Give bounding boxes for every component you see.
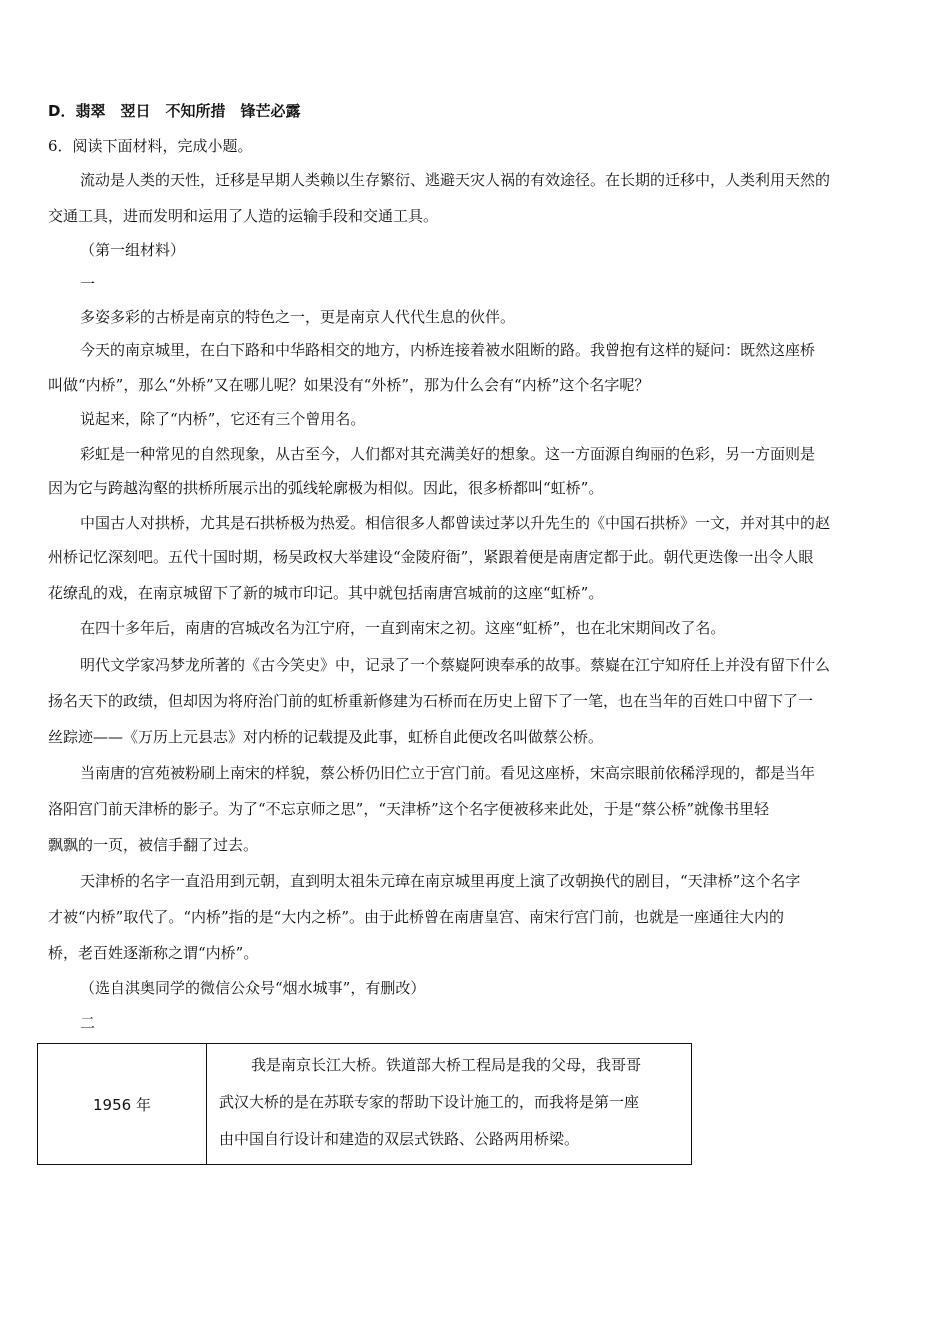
article-line-9: 花缭乱的戏，在南京城留下了新的城市印记。其中就包括南唐宫城前的这座“虹桥”。 xyxy=(48,584,604,602)
article-line-6: 因为它与跨越沟壑的拱桥所展示出的弧线轮廓极为相似。因此，很多桥都叫“虹桥”。 xyxy=(48,479,604,497)
article-line-19: 桥，老百姓逐渐称之谓“内桥”。 xyxy=(48,944,259,962)
article-line-5: 彩虹是一种常见的自然现象，从古至今，人们都对其充满美好的想象。这一方面源自绚丽的色彩，另一方面则是 xyxy=(80,445,816,463)
intro-line-1: 流动是人类的天性，迁移是早期人类赖以生存繁衍、逃避天灾人祸的有效途径。在长期的迁移中，人类利用天然的 xyxy=(80,171,831,189)
article-line-12: 扬名天下的政绩，但却因为将府治门前的虹桥重新修建为石桥而在历史上留下了一笔，也在当年的百姓口中留下了一 xyxy=(48,692,814,710)
article-line-13: 丝踪迹——《万历上元县志》对内桥的记载提及此事，虹桥自此便改名叫做蔡公桥。 xyxy=(48,728,604,746)
bridge-timeline-table xyxy=(37,1043,692,1165)
table-year: 1956 年 xyxy=(93,1095,151,1114)
section-one-marker: 一 xyxy=(80,275,96,293)
article-line-8: 州桥记忆深刻吧。五代十国时期，杨吴政权大举建设“金陵府衙”，紧跟着便是南唐定都于此。朝代更迭像一出令人眼 xyxy=(48,548,814,566)
question-number: 6． xyxy=(48,137,73,155)
article-line-17: 天津桥的名字一直沿用到元朝，直到明太祖朱元璋在南京城里再度上演了改朝换代的剧目，“天津桥”这个名字 xyxy=(80,872,801,890)
source-note: （选自淇奥同学的微信公众号“烟水城事”，有删改） xyxy=(80,979,426,997)
question-prompt: 阅读下面材料，完成小题。 xyxy=(72,137,253,155)
section-two-marker: 二 xyxy=(80,1014,96,1032)
option-d xyxy=(48,101,908,121)
table-year-cell xyxy=(38,1044,207,1164)
article-line-7: 中国古人对拱桥，尤其是石拱桥极为热爱。相信很多人都曾读过茅以升先生的《中国石拱桥》一文，并对其中的赵 xyxy=(80,514,831,532)
group-title: （第一组材料） xyxy=(80,241,186,259)
article-line-2: 今天的南京城里，在白下路和中华路相交的地方，内桥连接着被水阻断的路。我曾抱有这样的疑问：既然这座桥 xyxy=(80,341,816,359)
table-text-line-3: 由中国自行设计和建造的双层式铁路、公路两用桥梁。 xyxy=(219,1130,580,1148)
table-text-line-1: 我是南京长江大桥。铁道部大桥工程局是我的父母，我哥哥 xyxy=(251,1056,642,1074)
article-line-18: 才被“内桥”取代了。“内桥”指的是“大内之桥”。由于此桥曾在南唐皇宫、南宋行宫门前，也就是一座通往大内的 xyxy=(48,908,785,926)
table-text-cell xyxy=(207,1044,691,1164)
article-line-16: 飘飘的一页，被信手翻了过去。 xyxy=(48,836,259,854)
article-line-10: 在四十多年后，南唐的宫城改名为江宁府，一直到南宋之初。这座“虹桥”，也在北宋期间改了名。 xyxy=(80,619,726,637)
table-text-line-2: 武汉大桥的是在苏联专家的帮助下设计施工的，而我将是第一座 xyxy=(219,1093,640,1111)
question-6 xyxy=(48,136,908,156)
option-d-label: D． xyxy=(48,102,76,120)
article-line-1: 多姿多彩的古桥是南京的特色之一，更是南京人代代生息的伙伴。 xyxy=(80,308,516,326)
intro-line-2: 交通工具，进而发明和运用了人造的运输手段和交通工具。 xyxy=(48,207,439,225)
article-line-4: 说起来，除了“内桥”，它还有三个曾用名。 xyxy=(80,410,366,428)
option-d-text: 翡翠 翌日 不知所措 锋芒必露 xyxy=(75,102,301,120)
article-line-3: 叫做“内桥”，那么“外桥”又在哪儿呢？如果没有“外桥”，那为什么会有“内桥”这个名字呢？ xyxy=(48,376,650,394)
article-line-15: 洛阳宫门前天津桥的影子。为了“不忘京师之思”，“天津桥”这个名字便被移来此处，于是“蔡公桥”就像书里轻 xyxy=(48,800,770,818)
article-line-11: 明代文学家冯梦龙所著的《古今笑史》中，记录了一个蔡嶷阿谀奉承的故事。蔡嶷在江宁知府任上并没有留下什么 xyxy=(80,656,831,674)
article-line-14: 当南唐的宫苑被粉刷上南宋的样貌，蔡公桥仍旧伫立于宫门前。看见这座桥，宋高宗眼前依稀浮现的，都是当年 xyxy=(80,764,816,782)
